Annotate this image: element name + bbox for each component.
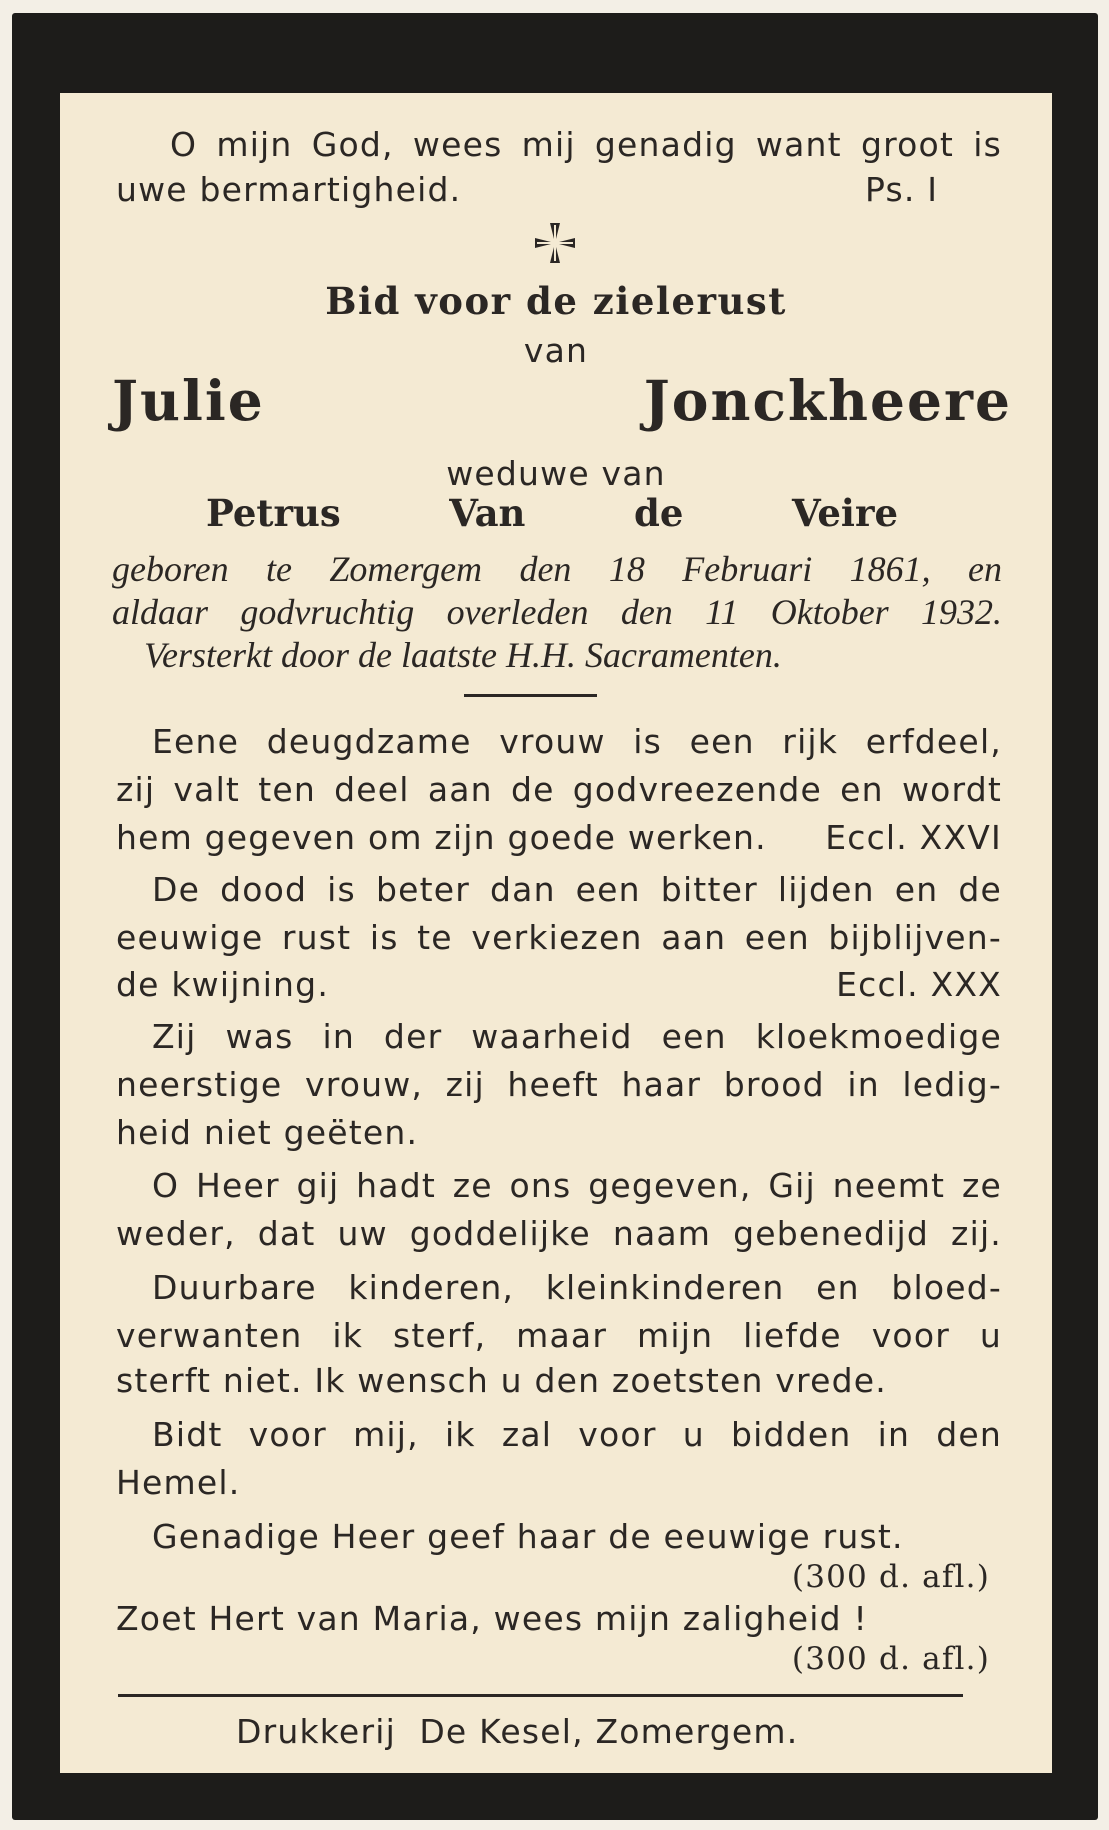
verse-3-line-1: Zij was in der waarheid een kloekmoedige: [152, 1017, 1002, 1056]
verse-4-line-2: weder, dat uw goddelijke naam gebenedijd zij.: [116, 1214, 1002, 1253]
card-paper: [60, 93, 1052, 1773]
memorial-card: [12, 13, 1098, 1820]
widow-of-label: weduwe van: [446, 454, 666, 493]
printer-credit: Drukkerij De Kesel, Zomergem.: [236, 1712, 799, 1751]
verse-7-reference: (300 d. afl.): [791, 1559, 990, 1595]
death-line: aldaar godvruchtig overleden den 11 Oktober 1932.: [112, 592, 1002, 632]
verse-3-line-3: heid niet geëten.: [116, 1113, 419, 1152]
footer-divider: [118, 1694, 963, 1697]
verse-1-line-1: Eene deugdzame vrouw is een rijk erfdeel,: [152, 722, 1002, 761]
verse-5-line-2: verwanten ik sterf, maar mijn liefde voor u: [116, 1316, 1002, 1355]
pray-title: Bid voor de zielerust: [325, 279, 787, 323]
deceased-name: Julie Jonckheere: [112, 368, 1012, 433]
verse-8-line-1: Zoet Hert van Maria, wees mijn zaligheid !: [116, 1599, 868, 1638]
verse-5-line-3: sterft niet. Ik wensch u den zoetsten vrede.: [116, 1361, 887, 1400]
verse-2-reference: Eccl. XXX: [836, 965, 1002, 1004]
verse-5-line-1: Duurbare kinderen, kleinkinderen en bloed-: [152, 1268, 1002, 1307]
husband-name: Petrus Van de Veire: [206, 491, 898, 535]
verse-1-line-2: zij valt ten deel aan de godvreezende en wordt: [116, 770, 1002, 809]
verse-1-reference: Eccl. XXVI: [825, 818, 1002, 857]
verse-4-line-1: O Heer gij hadt ze ons gegeven, Gij neemt ze: [152, 1166, 1002, 1205]
birth-line: geboren te Zomergem den 18 Februari 1861, en: [112, 549, 1002, 589]
iron-cross-icon: [533, 221, 577, 265]
verse-8-reference: (300 d. afl.): [791, 1641, 990, 1677]
divider-short: [464, 694, 597, 697]
verse-2-line-1: De dood is beter dan een bitter lijden en de: [152, 870, 1002, 909]
verse-7-line-1: Genadige Heer geef haar de eeuwige rust.: [152, 1517, 904, 1556]
prayer-line-2: uwe bermartigheid.: [116, 170, 462, 209]
verse-3-line-2: neerstige vrouw, zij heeft haar brood in ledig-: [116, 1065, 1002, 1104]
prayer-line-1: O mijn God, wees mij genadig want groot is: [170, 125, 1002, 164]
prayer-reference: Ps. I: [865, 170, 939, 209]
van-label: van: [523, 331, 589, 370]
verse-6-line-1: Bidt voor mij, ik zal voor u bidden in den: [152, 1415, 1002, 1454]
verse-2-line-3: de kwijning.: [116, 965, 330, 1004]
sacraments-line: Versterkt door de laatste H.H. Sacramenten.: [144, 635, 782, 675]
verse-1-line-3: hem gegeven om zijn goede werken.: [116, 818, 767, 857]
verse-2-line-2: eeuwige rust is te verkiezen aan een bijblijven-: [116, 918, 1002, 957]
verse-6-line-2: Hemel.: [116, 1463, 241, 1502]
